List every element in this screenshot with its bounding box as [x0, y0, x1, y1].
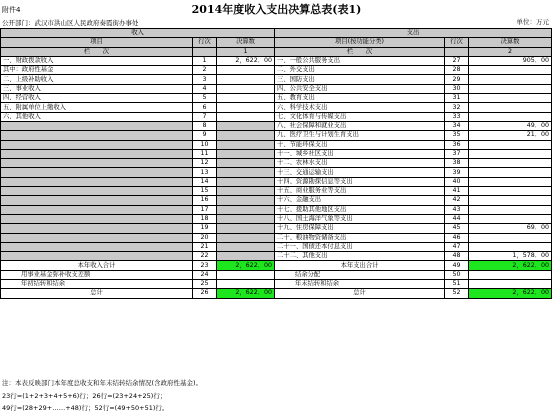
grand-total-left-line: 26	[193, 289, 217, 298]
expense-total-label: 本年支出合计	[275, 261, 445, 270]
income-value	[217, 252, 275, 261]
table-row	[1, 205, 552, 214]
distribution-line: 50	[445, 270, 469, 279]
col-header-line: 行次	[445, 38, 469, 47]
expense-value	[469, 233, 552, 242]
income-value	[217, 159, 275, 168]
expense-item-label: 十八、国土海洋气象等支出	[275, 214, 445, 223]
expense-line-number: 35	[445, 131, 469, 140]
income-item-label	[1, 205, 193, 214]
expense-value: 21．00	[469, 131, 552, 140]
expense-item-label: 二十、粮油物资储备支出	[275, 233, 445, 242]
grand-total-left-value: 2，622．00	[217, 289, 275, 298]
table-row	[1, 252, 552, 261]
income-line-number: 16	[193, 196, 217, 205]
expense-line-number: 39	[445, 168, 469, 177]
expense-item-label: 八、社会保障和就业支出	[275, 121, 445, 130]
expense-line-number: 47	[445, 242, 469, 251]
expense-value: 905．00	[469, 56, 552, 65]
income-item-label	[1, 159, 193, 168]
income-value	[217, 75, 275, 84]
income-line-number: 11	[193, 149, 217, 158]
table-row	[1, 159, 552, 168]
bar-label: 栏 次	[275, 47, 445, 56]
income-item-label	[1, 242, 193, 251]
income-value	[217, 94, 275, 103]
expense-section-header: 支出	[275, 29, 552, 38]
department-label: 公开部门：武汉市洪山区人民政府奏霞街办事处	[2, 19, 139, 27]
total-row	[1, 261, 552, 270]
income-item-label	[1, 131, 193, 140]
expense-line-number: 32	[445, 103, 469, 112]
income-value	[217, 233, 275, 242]
income-line-number: 8	[193, 121, 217, 130]
income-item-label	[1, 149, 193, 158]
begin-balance-line: 25	[193, 280, 217, 289]
expense-value: 1，578．00	[469, 252, 552, 261]
col-header-expense-item: 项目(按功能分类)	[275, 38, 445, 47]
budget-table	[0, 28, 552, 299]
income-item-label	[1, 252, 193, 261]
income-total-label: 本年收入合计	[1, 261, 193, 270]
income-item-label	[1, 168, 193, 177]
col-header-final: 决算数	[217, 38, 275, 47]
expense-line-number: 43	[445, 205, 469, 214]
expense-item-label: 十、节能环保支出	[275, 140, 445, 149]
income-item-label: 四、经营收入	[1, 94, 193, 103]
income-item-label	[1, 233, 193, 242]
begin-balance-label: 年初结转和结余	[1, 280, 193, 289]
income-line-number: 5	[193, 94, 217, 103]
table-row	[1, 112, 552, 121]
table-row	[1, 75, 552, 84]
table-row	[1, 94, 552, 103]
expense-value	[469, 242, 552, 251]
income-line-number: 12	[193, 159, 217, 168]
expense-line-number: 38	[445, 159, 469, 168]
expense-value: 49．00	[469, 121, 552, 130]
expense-item-label: 十三、交通运输支出	[275, 168, 445, 177]
income-item-label: 六、其他收入	[1, 112, 193, 121]
income-item-label	[1, 224, 193, 233]
expense-value	[469, 149, 552, 158]
expense-item-label: 二十二、其他支出	[275, 252, 445, 261]
bar-line	[193, 47, 217, 56]
bar-line	[445, 47, 469, 56]
expense-line-number: 42	[445, 196, 469, 205]
expense-value	[469, 168, 552, 177]
expense-item-label: 十九、住房保障支出	[275, 224, 445, 233]
income-item-label	[1, 177, 193, 186]
expense-line-number: 31	[445, 94, 469, 103]
income-value	[217, 224, 275, 233]
income-line-number: 20	[193, 233, 217, 242]
income-item-label: 五、附属单位上缴收入	[1, 103, 193, 112]
grand-total-right-value: 2，622．00	[469, 289, 552, 298]
income-value	[217, 112, 275, 121]
expense-line-number: 28	[445, 66, 469, 75]
income-item-label	[1, 187, 193, 196]
income-line-number: 17	[193, 205, 217, 214]
col-header-line: 行次	[193, 38, 217, 47]
expense-item-label: 九、医疗卫生与计划生育支出	[275, 131, 445, 140]
table-row	[1, 233, 552, 242]
income-item-label	[1, 214, 193, 223]
expense-value	[469, 214, 552, 223]
note-line-3: 49行=(28+29+……+48)行；52行=(49+50+51)行。	[2, 404, 169, 412]
income-line-number: 9	[193, 131, 217, 140]
column-header-row	[1, 38, 552, 47]
col-index-1: 1	[217, 47, 275, 56]
table-row	[1, 56, 552, 65]
income-line-number: 2	[193, 66, 217, 75]
income-value	[217, 168, 275, 177]
table-row	[1, 131, 552, 140]
bar-label: 栏 次	[1, 47, 193, 56]
table-row	[1, 196, 552, 205]
expense-item-label: 二、外交支出	[275, 66, 445, 75]
income-value	[217, 131, 275, 140]
income-total-value: 2，622．00	[217, 261, 275, 270]
expense-value	[469, 84, 552, 93]
expense-line-number: 40	[445, 177, 469, 186]
income-item-label: 三、事业收入	[1, 84, 193, 93]
expense-line-number: 44	[445, 214, 469, 223]
income-value: 2，622．00	[217, 56, 275, 65]
income-line-number: 13	[193, 168, 217, 177]
expense-item-label: 四、公共安全支出	[275, 84, 445, 93]
begin-balance-value	[217, 280, 275, 289]
expense-line-number: 41	[445, 187, 469, 196]
expense-total-value: 2，622．00	[469, 261, 552, 270]
distribution-value	[469, 270, 552, 279]
table-row	[1, 177, 552, 186]
expense-item-label: 二十一、国债还本付息支出	[275, 242, 445, 251]
income-line-number: 22	[193, 252, 217, 261]
expense-value	[469, 140, 552, 149]
expense-line-number: 34	[445, 121, 469, 130]
col-header-final: 决算数	[469, 38, 552, 47]
expense-line-number: 27	[445, 56, 469, 65]
end-balance-value	[469, 280, 552, 289]
expense-line-number: 33	[445, 112, 469, 121]
income-value	[217, 177, 275, 186]
table-row	[1, 187, 552, 196]
col-index-2: 2	[469, 47, 552, 56]
expense-item-label: 七、文化体育与传媒支出	[275, 112, 445, 121]
table-row	[1, 168, 552, 177]
income-line-number: 14	[193, 177, 217, 186]
income-value	[217, 121, 275, 130]
expense-line-number: 29	[445, 75, 469, 84]
note-line-2: 23行=(1+2+3+4+5+6)行；26行=(23+24+25)行；	[2, 392, 167, 400]
table-row	[1, 224, 552, 233]
income-section-header: 收入	[1, 29, 275, 38]
grand-total-left-label: 总计	[1, 289, 193, 298]
expense-value	[469, 159, 552, 168]
grand-total-row	[1, 289, 552, 298]
expense-item-label: 五、教育支出	[275, 94, 445, 103]
income-item-label: 二、上级补助收入	[1, 75, 193, 84]
expense-line-number: 48	[445, 252, 469, 261]
expense-line-number: 36	[445, 140, 469, 149]
income-line-number: 15	[193, 187, 217, 196]
income-line-number: 18	[193, 214, 217, 223]
balance-row	[1, 280, 552, 289]
table-row	[1, 214, 552, 223]
income-item-label	[1, 140, 193, 149]
expense-value	[469, 187, 552, 196]
expense-item-label: 十四、资源勘探信息等支出	[275, 177, 445, 186]
carry-row	[1, 270, 552, 279]
income-line-number: 1	[193, 56, 217, 65]
income-value	[217, 205, 275, 214]
expense-line-number: 37	[445, 149, 469, 158]
table-row	[1, 121, 552, 130]
income-value	[217, 66, 275, 75]
income-value	[217, 140, 275, 149]
income-value	[217, 242, 275, 251]
end-balance-line: 51	[445, 280, 469, 289]
income-line-number: 7	[193, 112, 217, 121]
section-header-row	[1, 29, 552, 38]
income-item-label: 一、财政拨款收入	[1, 56, 193, 65]
income-value	[217, 84, 275, 93]
income-line-number: 10	[193, 140, 217, 149]
income-item-label	[1, 196, 193, 205]
income-total-line: 23	[193, 261, 217, 270]
carry-in-label: 用事业基金弥补收支差额	[1, 270, 193, 279]
table-row	[1, 242, 552, 251]
table-row	[1, 84, 552, 93]
income-value	[217, 196, 275, 205]
expense-value	[469, 75, 552, 84]
note-line-1: 注：本表反映部门本年度总收支和年末结转结余情况(含政府性基金)。	[2, 379, 203, 387]
expense-value	[469, 103, 552, 112]
expense-value	[469, 196, 552, 205]
income-item-label: 其中：政府性基金	[1, 66, 193, 75]
income-value	[217, 103, 275, 112]
report-title: 2014年度收入支出决算总表(表1)	[191, 3, 362, 16]
expense-value	[469, 112, 552, 121]
expense-value	[469, 94, 552, 103]
income-line-number: 6	[193, 103, 217, 112]
carry-in-line: 24	[193, 270, 217, 279]
expense-item-label: 一、一般公共服务支出	[275, 56, 445, 65]
income-line-number: 21	[193, 242, 217, 251]
expense-item-label: 十一、城乡社区支出	[275, 149, 445, 158]
expense-value	[469, 177, 552, 186]
income-value	[217, 149, 275, 158]
expense-value	[469, 66, 552, 75]
income-value	[217, 214, 275, 223]
expense-item-label: 六、科学技术支出	[275, 103, 445, 112]
income-line-number: 3	[193, 75, 217, 84]
expense-line-number: 30	[445, 84, 469, 93]
expense-total-line: 49	[445, 261, 469, 270]
table-row	[1, 103, 552, 112]
income-item-label	[1, 121, 193, 130]
expense-value	[469, 205, 552, 214]
end-balance-label: 年末结转和结余	[275, 280, 445, 289]
expense-item-label: 十五、商业服务业等支出	[275, 187, 445, 196]
income-line-number: 19	[193, 224, 217, 233]
income-line-number: 4	[193, 84, 217, 93]
table-row	[1, 149, 552, 158]
expense-item-label: 十七、援助其他地区支出	[275, 205, 445, 214]
expense-line-number: 46	[445, 233, 469, 242]
table-row	[1, 140, 552, 149]
attachment-label: 附件4	[2, 6, 21, 14]
col-header-item: 项目	[1, 38, 193, 47]
table-row	[1, 66, 552, 75]
distribution-label: 结余分配	[275, 270, 445, 279]
grand-total-right-label: 总计	[275, 289, 445, 298]
column-index-row	[1, 47, 552, 56]
unit-label: 单位：万元	[516, 18, 549, 26]
expense-item-label: 十二、农林水支出	[275, 159, 445, 168]
expense-item-label: 三、国防支出	[275, 75, 445, 84]
expense-line-number: 45	[445, 224, 469, 233]
carry-in-value	[217, 270, 275, 279]
income-value	[217, 187, 275, 196]
expense-value: 69．00	[469, 224, 552, 233]
expense-item-label: 十六、金融支出	[275, 196, 445, 205]
grand-total-right-line: 52	[445, 289, 469, 298]
